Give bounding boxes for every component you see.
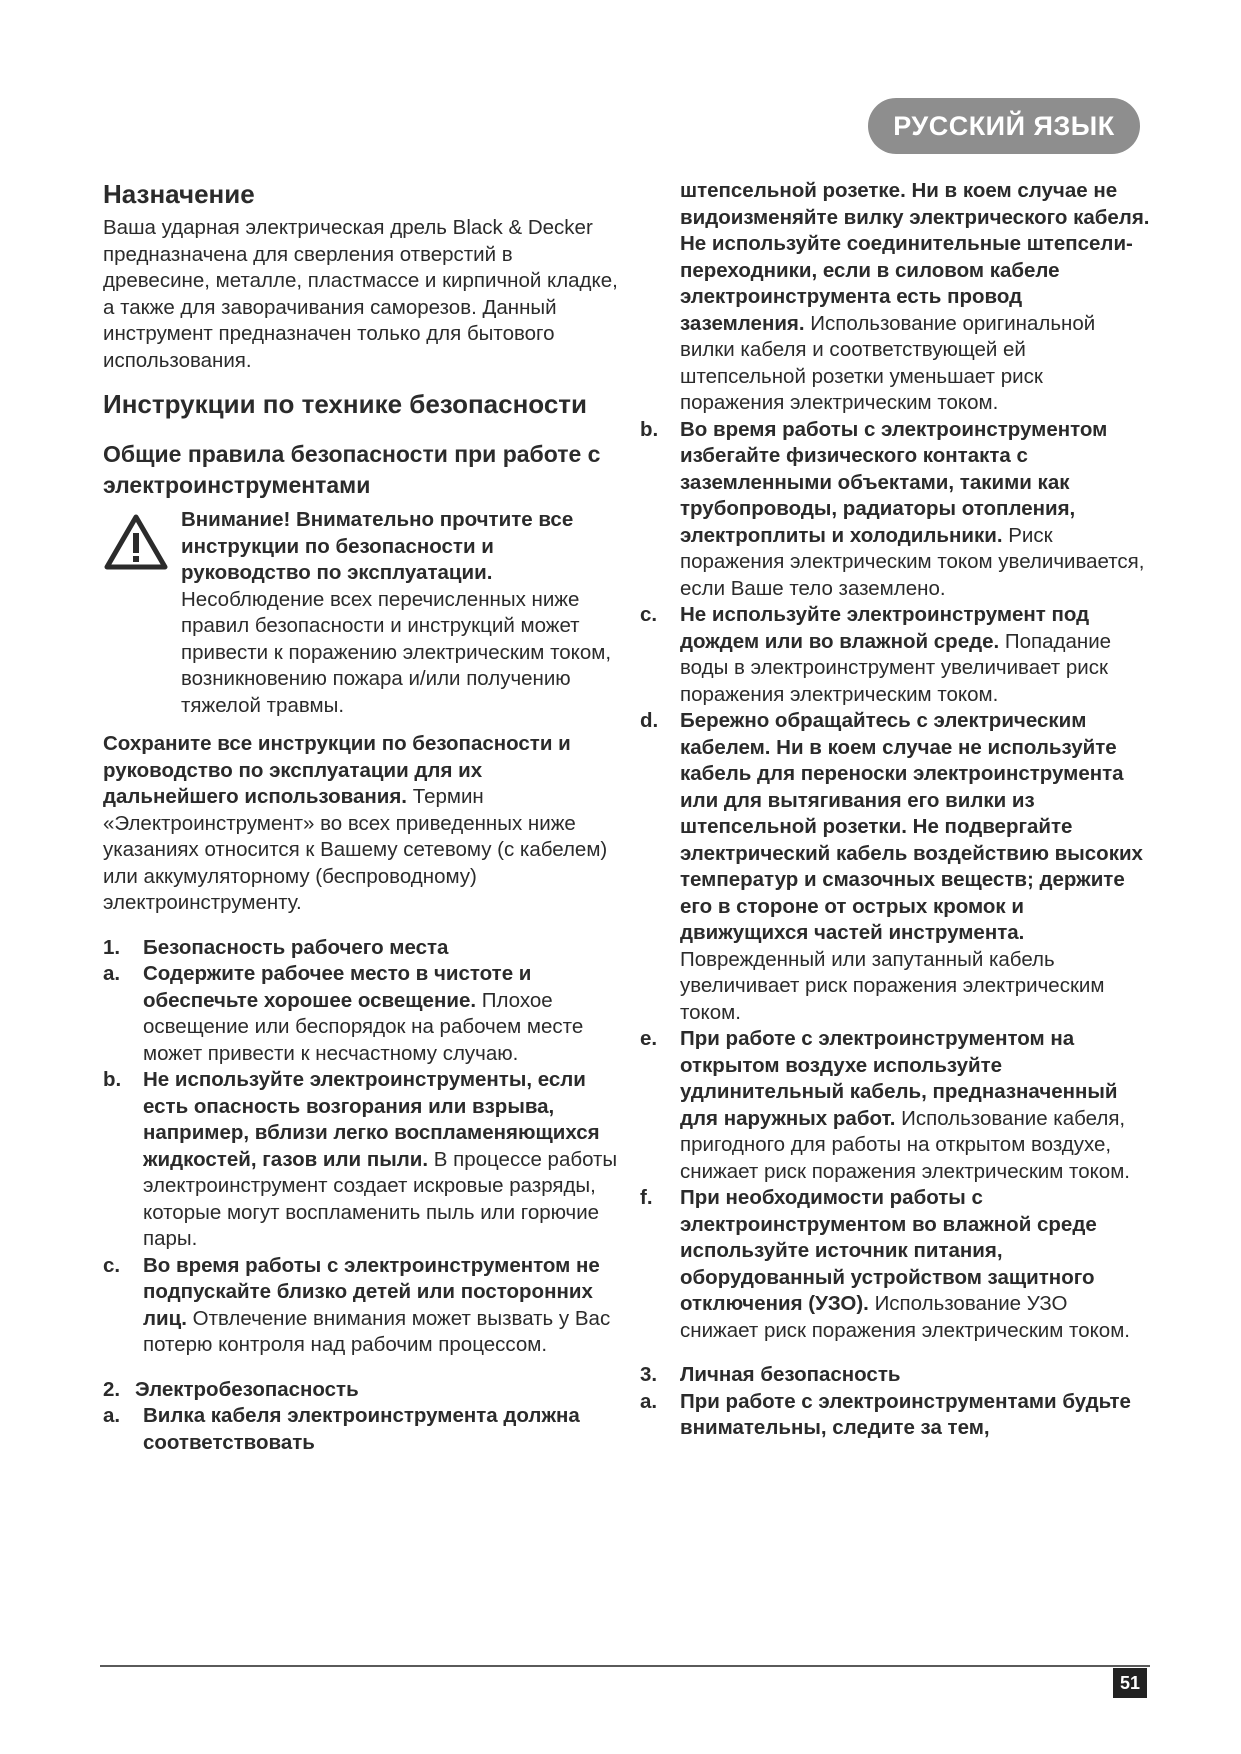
page-number: 51 [1113,1668,1147,1698]
right-column [640,178,1150,1442]
purpose-title: Назначение [103,179,255,209]
item-text [143,1403,623,1456]
section-3-number: 3. [640,1363,658,1386]
item-label: a. [103,962,121,985]
section-2-number: 2. [103,1377,121,1401]
item-label: c. [640,603,658,626]
item-bold: Вилка кабеля электроинструмента должна соответствовать [143,1404,580,1454]
item-text [680,1026,1150,1185]
section-2-title: Электробезопасность [135,1377,359,1401]
item-bold: Во время работы с электроинструментом не подпускайте близко детей или посторонних лиц. [143,1253,600,1330]
item-text [680,1185,1150,1344]
list-item-1a [103,961,623,1067]
section-1-number: 1. [103,935,121,959]
item-normal: Отвлечение внимания может вызвать у Вас потерю контроля над рабочим процессом. [143,1306,611,1356]
item-text [143,1067,623,1253]
keep-normal: Термин «Электроинструмент» во всех приведенных ниже указаниях относится к Вашему сетевому (с кабелем) или аккумуляторному (беспроводному) электроинструменту. [103,785,608,914]
item-label-spacer [640,178,680,417]
list-item-1b [103,1067,623,1253]
purpose-text: Ваша ударная электрическая дрель Black & Decker предназначена для сверления отверстий в древесине, металле, пластмассе и кирпичной кладке, а также для заворачивания саморезов. Данный инструмент предназначен только для бытового использования. [103,216,618,372]
list-item-2f [640,1185,1150,1344]
item-text [680,178,1150,417]
item-label: e. [640,1027,658,1050]
list-item-2c [640,602,1150,708]
keep-bold: Сохраните все инструкции по безопасности и руководство по эксплуатации для их дальнейшего использования. [103,732,571,808]
section-3-heading [640,1362,1150,1389]
section-1-heading [103,935,623,962]
item-label: f. [640,1186,653,1209]
item-label: a. [640,1389,658,1413]
item-bold: При работе с электроинструментом на открытом воздухе используйте удлинительный кабель, предназначенный для наружных работ. [680,1027,1118,1130]
list-item-2d [640,708,1150,1026]
item-bold: При необходимости работы с электроинструментом во влажной среде используйте источник питания, оборудованный устройством защитного отключения (УЗО). [680,1186,1097,1315]
item-label: d. [640,709,659,732]
item-normal: Использование оригинальной вилки кабеля и соответствующей ей штепсельной розетки уменьшает риск поражения электрическим током. [680,311,1096,414]
item-text [680,1389,1150,1442]
item-label: c. [103,1253,121,1277]
list-item-2a-continued [640,178,1150,417]
item-normal: Использование кабеля, пригодного для работы на открытом воздухе, снижает риск поражения электрическим током. [680,1106,1130,1183]
warning-block [103,507,623,719]
list-item-2e [640,1026,1150,1185]
item-normal: Риск поражения электрическим током увеличивается, если Ваше тело заземлено. [680,523,1145,600]
item-normal: В процессе работы электроинструмент создает искровые разряды, которые могут воспламенить пыль или горючие пары. [143,1147,618,1250]
list-item-1c [103,1253,623,1359]
footer-rule [100,1665,1150,1667]
section-3-title: Личная безопасность [680,1363,901,1386]
list-item-2a [103,1403,623,1456]
item-bold: Не используйте электроинструмент под дождем или во влажной среде. [680,603,1090,653]
item-label: a. [103,1404,121,1427]
item-label: b. [640,417,659,441]
item-text [143,961,623,1067]
item-normal: Попадание воды в электроинструмент увеличивает риск поражения электрическим током. [680,629,1112,706]
left-column [103,170,623,1456]
item-normal: Использование УЗО снижает риск поражения электрическим током. [680,1292,1130,1342]
general-rules-title: Общие правила безопасности при работе с электроинструментами [103,441,601,498]
item-normal: Плохое освещение или беспорядок на рабочем месте может привести к несчастному случаю. [143,988,584,1065]
item-text [680,417,1150,603]
section-1-title: Безопасность рабочего места [143,935,449,959]
language-tab: РУССКИЙ ЯЗЫК [868,98,1140,154]
item-bold: Не используйте электроинструменты, если есть опасность возгорания или взрыва, например, вблизи легко воспламеняющихся жидкостей, газов или пыли. [143,1068,600,1171]
warning-text [181,507,623,719]
item-bold: штепсельной розетке. Ни в коем случае не видоизменяйте вилку электрического кабеля. Не используйте соединительные штепсели-переходники, если в силовом кабеле электроинструмента есть провод заземления. [680,179,1150,335]
safety-title: Инструкции по технике безопасности [103,389,587,419]
warning-normal: Несоблюдение всех перечисленных ниже правил безопасности и инструкций может привести к поражению электрическим током, возникновению пожара и/или получению тяжелой травмы. [181,587,612,717]
list-item-2b [640,417,1150,603]
item-bold: Содержите рабочее место в чистоте и обеспечьте хорошее освещение. [143,962,532,1012]
item-text [680,602,1150,708]
item-bold: Бережно обращайтесь с электрическим кабелем. Ни в коем случае не используйте кабель для переноски электроинструмента или для вытягивания его вилки из штепсельной розетки. Не подвергайте электрический кабель воздействию высоких температур и смазочных веществ; держите его в стороне от острых кромок и движущихся частей инструмента. [680,709,1143,944]
warning-bold: Внимание! Внимательно прочтите все инструкции по безопасности и руководство по эксплуатации. [181,508,574,584]
item-text [680,708,1150,1026]
list-item-3a [640,1389,1150,1442]
item-bold: Во время работы с электроинструментом избегайте физического контакта с заземленными объектами, такими как трубопроводы, радиаторы отопления, электроплиты и холодильники. [680,417,1108,547]
item-normal: Поврежденный или запутанный кабель увеличивает риск поражения электрическим током. [680,947,1105,1024]
item-label: b. [103,1068,122,1091]
item-bold: При работе с электроинструментами будьте внимательны, следите за тем, [680,1389,1131,1439]
item-text [143,1253,623,1359]
warning-triangle-icon [103,507,181,719]
keep-instructions [103,731,623,917]
section-2-heading [103,1377,623,1404]
